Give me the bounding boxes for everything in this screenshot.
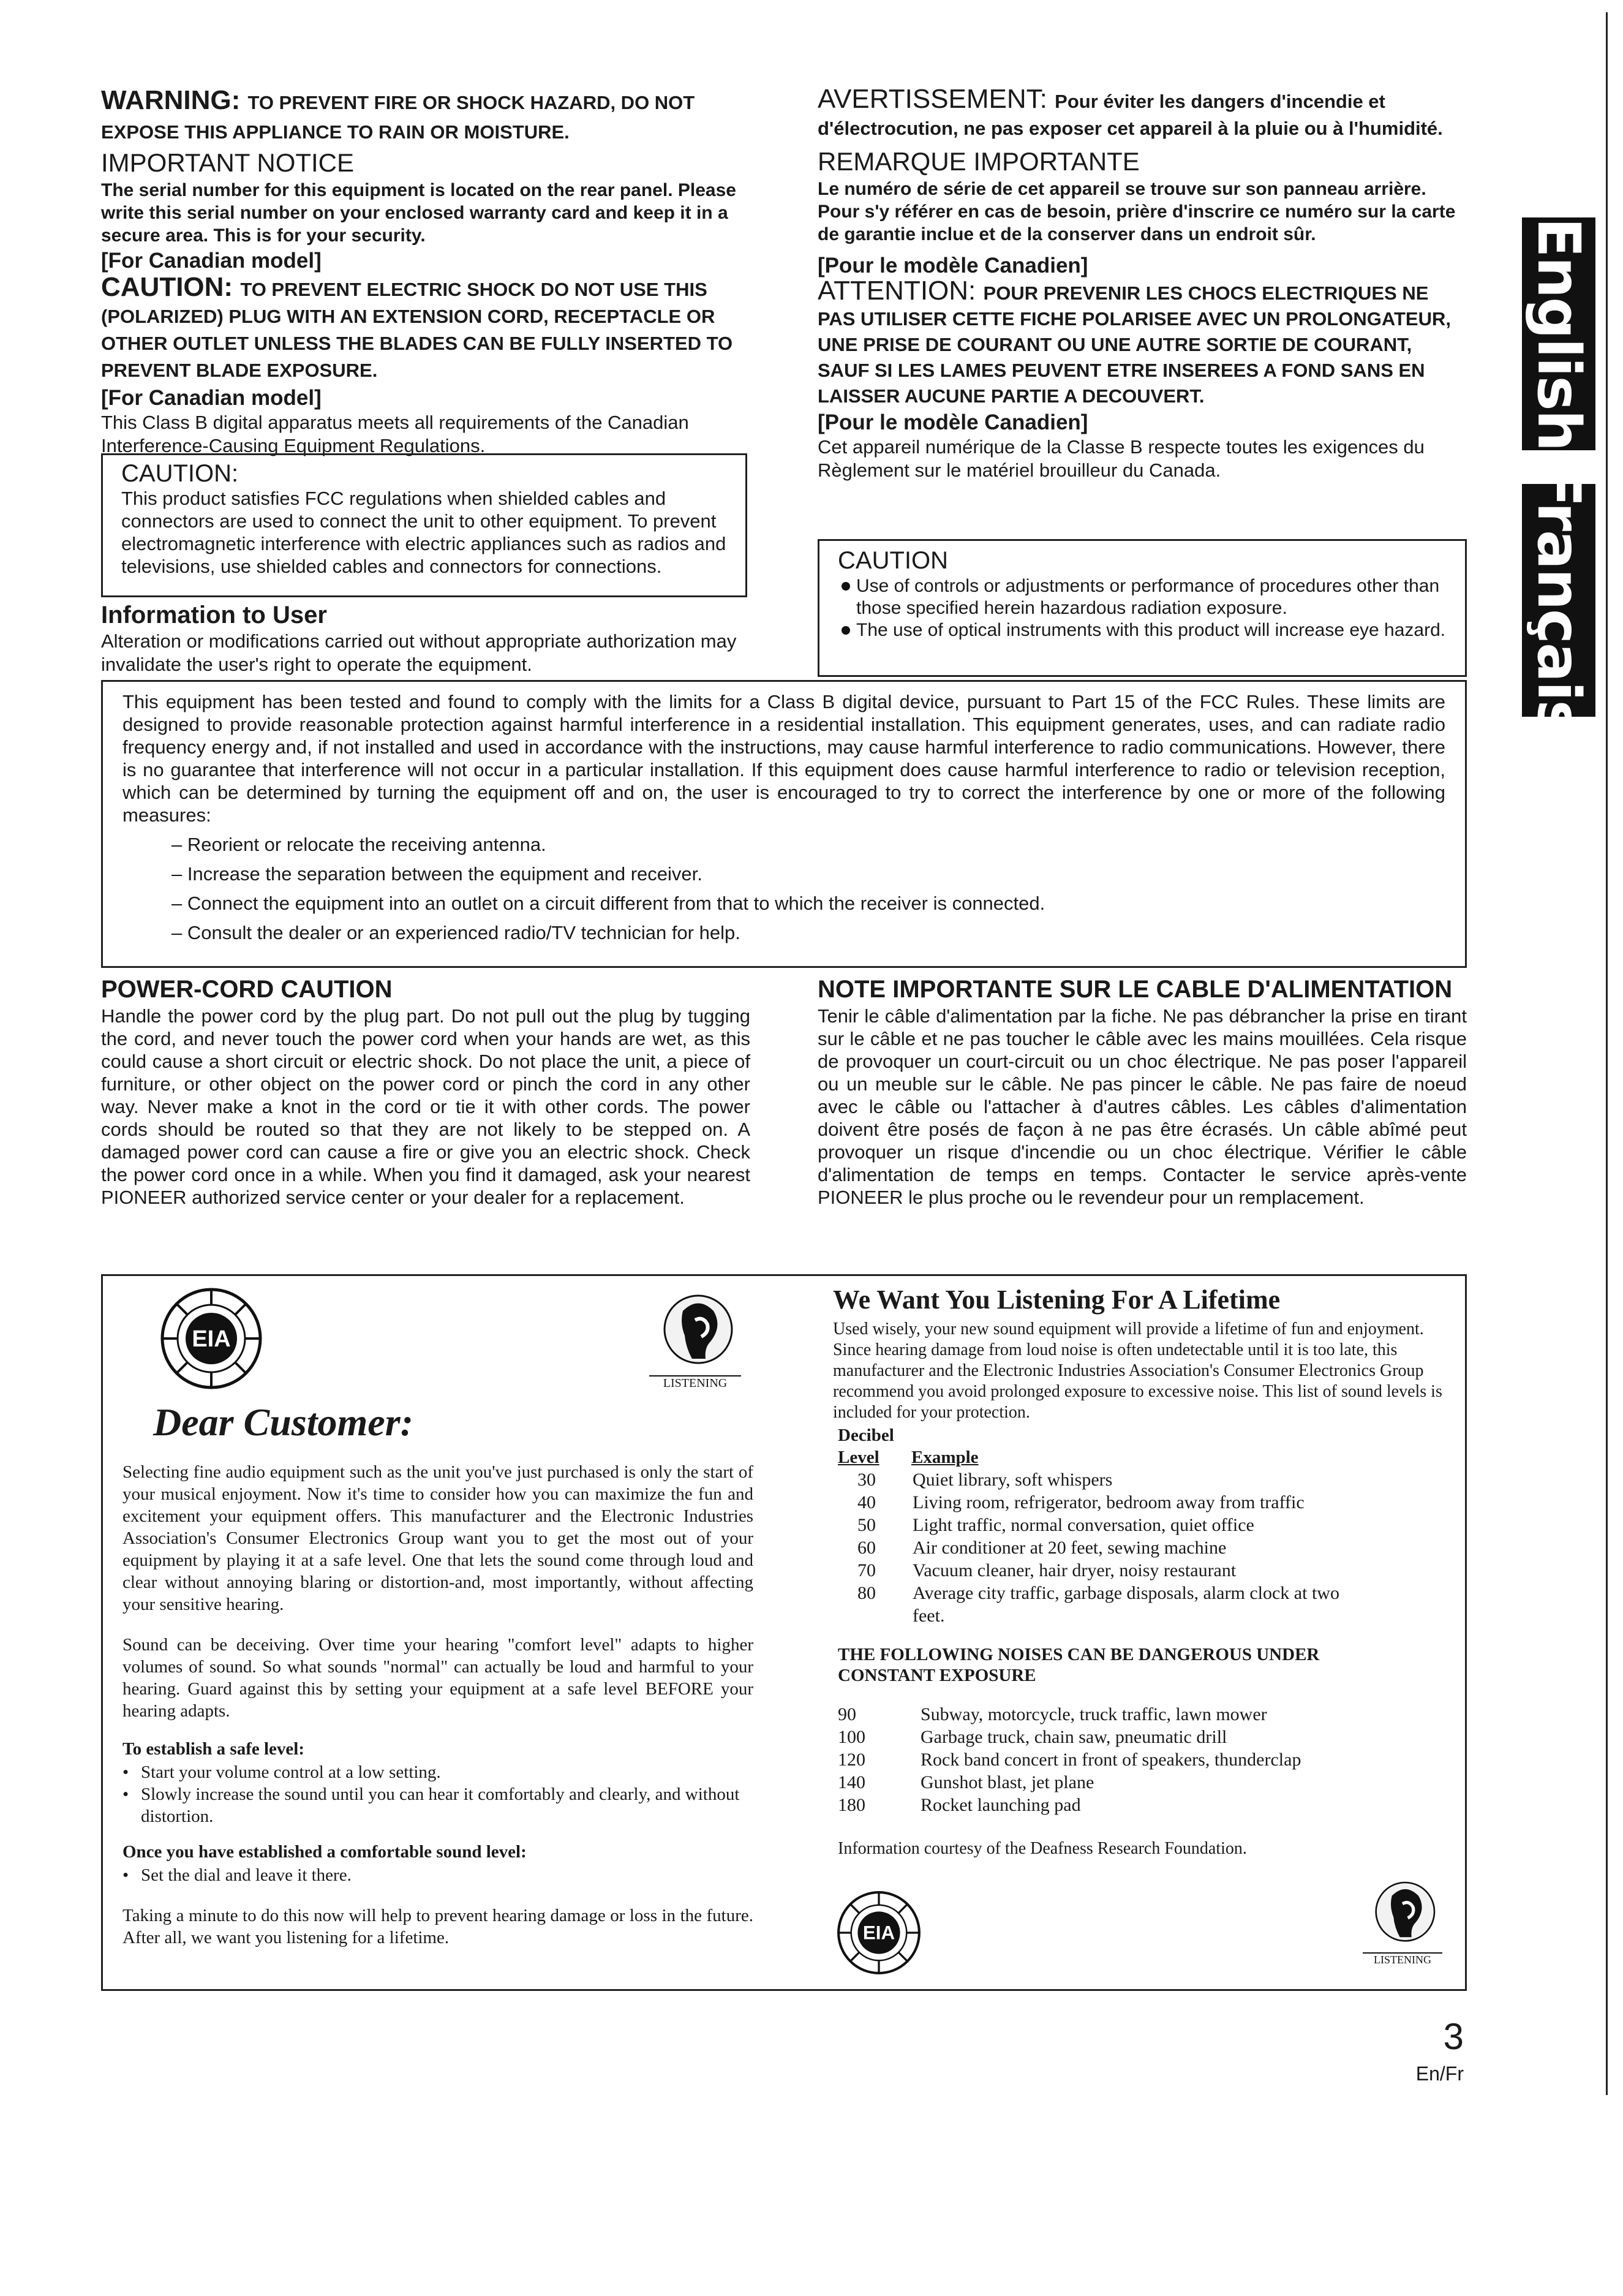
listening-logo-text: LISTENING	[649, 1375, 741, 1391]
page-number: 3	[1443, 2016, 1464, 2057]
canadian-model-label-1: [For Canadian model]	[101, 249, 322, 273]
french-top-section	[818, 86, 1467, 482]
fcc-measure-item: – Consult the dealer or an experienced radio/TV technician for help.	[171, 922, 740, 943]
sound-levels-table	[839, 1468, 1354, 1627]
fcc-measures-list	[171, 830, 1445, 948]
pour-canadien-label-1: [Pour le modèle Canadien]	[818, 254, 1088, 278]
decibel-label: Decibel	[838, 1426, 894, 1445]
info-user-text: Alteration or modifications carried out without appropriate authorization may invalidate the user's right to operate the equipment.	[101, 630, 737, 675]
dear-customer-para1: Selecting fine audio equipment such as the unit you've just purchased is only the start of your musical enjoyment. Now it's time to consider how you can maximize the fun and excitement your equipment offers. This manufacturer and the Electronic Industries Association's Consumer Electronics Group want you to get the most out of your equipment by playing it at a safe level. One that lets the sound come through loud and clear without annoying blaring or distortion-and, most importantly, without affecting your sensitive hearing.	[122, 1462, 753, 1614]
table-row: 100 Garbage truck, chain saw, pneumatic drill	[838, 1727, 1227, 1747]
dear-customer-salutation: Dear Customer:	[153, 1400, 413, 1444]
established-list: • Set the dial and leave it there.	[122, 1865, 352, 1885]
level-header: Level	[838, 1448, 879, 1467]
tab-francais-label: Français	[1524, 467, 1594, 734]
listening-logo	[649, 1286, 741, 1403]
lifetime-intro: Used wisely, your new sound equipment will provide a lifetime of fun and enjoyment. Since hearing damage from loud noise is often undetectable until it is too late, this manufacturer and the Electronic Industries Association's Consumer Electronics Group recommend you avoid prolonged exposure to excessive noise. This list of sound levels is included for your protection.	[833, 1320, 1442, 1422]
table-row: 70 Vacuum cleaner, hair dryer, noisy restaurant	[857, 1560, 1237, 1580]
safe-level-list: • Start your volume control at a low setting. • Slowly increase the sound until you can hear it comfortably and clearly, and without distortion.	[122, 1762, 740, 1826]
eia-seal-icon	[836, 1890, 922, 1976]
remarque-title: REMARQUE IMPORTANTE	[818, 147, 1140, 176]
dear-customer-para3: Taking a minute to do this now will help to prevent hearing damage or loss in the future. After all, we want you listening for a lifetime.	[122, 1906, 753, 1947]
important-notice-title: IMPORTANT NOTICE	[101, 148, 355, 177]
fcc-measure-item: – Reorient or relocate the receiving antenna.	[171, 834, 546, 855]
table-row: 90 Subway, motorcycle, truck traffic, lawn mower	[838, 1704, 1267, 1724]
eia-logo-text: EIA	[192, 1326, 231, 1352]
laser-caution-item: Use of controls or adjustments or performance of procedures other than those specified herein hazardous radiation exposure.	[838, 575, 1453, 619]
tab-francais[interactable]	[1522, 467, 1595, 734]
avertissement-label: AVERTISSEMENT:	[818, 84, 1047, 114]
laser-caution-box	[818, 539, 1467, 677]
lifetime-column	[833, 1283, 1452, 1859]
power-cord-title: POWER-CORD CAUTION	[101, 976, 393, 1003]
dear-customer-body	[122, 1461, 753, 1949]
note-cable-title: NOTE IMPORTANTE SUR LE CABLE D'ALIMENTATION	[818, 976, 1453, 1003]
warning-text: TO PREVENT FIRE OR SHOCK HAZARD, DO NOT EXPOSE THIS APPLIANCE TO RAIN OR MOISTURE.	[101, 92, 695, 143]
fcc-measure-item: – Increase the separation between the equipment and receiver.	[171, 863, 702, 885]
note-cable-section	[818, 974, 1467, 1209]
table-row: 50 Light traffic, normal conversation, quiet office	[857, 1515, 1254, 1535]
class-b-text: This Class B digital apparatus meets all requirements of the Canadian Interference-Causing Equipment Regulations.	[101, 412, 689, 456]
table-row: 30 Quiet library, soft whispers	[857, 1470, 1113, 1490]
example-header: Example	[911, 1448, 979, 1467]
lifetime-title: We Want You Listening For A Lifetime	[833, 1285, 1281, 1315]
listening-logo-small	[1363, 1875, 1442, 1982]
table-row: 80 Average city traffic, garbage disposals, alarm clock at two feet.	[857, 1583, 1339, 1626]
note-cable-text: Tenir le câble d'alimentation par la fiche. Ne pas débrancher la prise en tirant sur le câble et ne pas toucher le câble avec les mains mouillées. Cela risque de provoquer un court-circuit ou un choc électrique. Ne pas poser l'appareil ou un meuble sur le câble. Ne pas pincer le câble. Ne pas faire de noeud avec le câble ou l'attacher à d'autres câbles. Les câbles d'alimentation doivent être posés de façon à ne pas être écrasés. Un câble abîmé peut provoquer un risque d'incendie ou un choc électrique. Vérifier le câble d'alimentation de temps en temps. Contacter le service après-vente PIONEER le plus proche ou le revendeur pour un remplacement.	[818, 1005, 1467, 1208]
courtesy-text: Information courtesy of the Deafness Research Foundation.	[838, 1839, 1247, 1858]
ear-listening-icon	[649, 1286, 741, 1378]
safe-level-item: Start your volume control at a low setting.	[141, 1762, 441, 1782]
classe-b-text: Cet appareil numérique de la Classe B respecte toutes les exigences du Règlement sur le matériel brouilleur du Canada.	[818, 436, 1425, 481]
tab-english[interactable]	[1522, 217, 1595, 450]
ear-listening-icon	[1363, 1875, 1442, 1954]
fcc-caution-title: CAUTION:	[121, 460, 239, 487]
table-row: 60 Air conditioner at 20 feet, sewing machine	[857, 1538, 1227, 1558]
warning-label: WARNING:	[101, 85, 241, 115]
fcc-measure-item: – Connect the equipment into an outlet on a circuit different from that to which the receiver is connected.	[171, 893, 1045, 914]
safe-level-item: Slowly increase the sound until you can hear it comfortably and clearly, and without distortion.	[141, 1784, 740, 1826]
caution-label: CAUTION:	[101, 272, 233, 302]
table-row: 140 Gunshot blast, jet plane	[838, 1772, 1094, 1792]
information-to-user	[101, 600, 747, 676]
established-item: Set the dial and leave it there.	[141, 1865, 352, 1885]
page-binding-edge	[1606, 12, 1608, 2095]
fcc-caution-text: This product satisfies FCC regulations when shielded cables and connectors are used to connect the unit to other equipment. To prevent electromagnetic interference with electric appliances such as radios and televisions, use shielded cables and connectors for connections.	[121, 488, 726, 577]
power-cord-text: Handle the power cord by the plug part. Do not pull out the plug by tugging the cord, and never touch the power cord when your hands are wet, as this could cause a short circuit or electric shock. Do not place the unit, a piece of furniture, or other object on the power cord or pinch the cord in any other way. Never make a knot in the cord or tie it with other cords. The power cords should be routed so that they are not likely to be stepped on. A damaged power cord can cause a fire or give you an electric shock. Check the power cord once in a while. When you find it damaged, ask your nearest PIONEER authorized service center or your dealer for a replacement.	[101, 1005, 750, 1208]
table-row: 120 Rock band concert in front of speakers, thunderclap	[838, 1750, 1301, 1770]
fcc-part15-text: This equipment has been tested and found to comply with the limits for a Class B digital device, pursuant to Part 15 of the FCC Rules. These limits are designed to provide reasonable protection against harmful interference in a residential installation. This equipment generates, uses, and can radiate radio frequency energy and, if not installed and used in accordance with the instructions, may cause harmful interference to radio communications. However, there is no guarantee that interference will not occur in a particular installation. If this equipment does cause harmful interference to radio or television reception, which can be determined by turning the equipment off and on, the user is encouraged to try to correct the interference by one or more of the following measures:	[122, 691, 1445, 826]
laser-caution-title: CAUTION	[838, 547, 948, 574]
dear-customer-para2: Sound can be deceiving. Over time your hearing "comfort level" adapts to higher volumes of sound. So what sounds "normal" can actually be loud and harmful to your hearing. Guard against this by setting your equipment at a safe level BEFORE your hearing adapts.	[122, 1635, 753, 1721]
pour-canadien-label-2: [Pour le modèle Canadien]	[818, 410, 1088, 434]
attention-label: ATTENTION:	[818, 276, 976, 306]
eia-logo-small	[836, 1890, 922, 1976]
table-row: 40 Living room, refrigerator, bedroom away from traffic	[857, 1492, 1305, 1512]
tab-english-label: English	[1524, 217, 1593, 450]
danger-title: THE FOLLOWING NOISES CAN BE DANGEROUS UNDER CONSTANT EXPOSURE	[838, 1645, 1320, 1685]
fcc-part15-box	[101, 680, 1467, 968]
eia-logo-text: EIA	[862, 1922, 895, 1944]
language-code: En/Fr	[1415, 2063, 1464, 2085]
listening-logo-text: LISTENING	[1363, 1952, 1442, 1966]
info-user-title: Information to User	[101, 602, 327, 629]
laser-caution-list	[838, 575, 1453, 641]
power-cord-caution	[101, 974, 750, 1209]
safe-level-title: To establish a safe level:	[122, 1739, 304, 1759]
laser-caution-item: The use of optical instruments with this product will increase eye hazard.	[838, 619, 1453, 641]
eia-logo	[159, 1286, 263, 1391]
important-notice-text: The serial number for this equipment is located on the rear panel. Please write this serial number on your enclosed warranty card and keep it in a secure area. This is for your security.	[101, 180, 736, 246]
table-row: 180 Rocket launching pad	[838, 1795, 1081, 1815]
eia-seal-icon	[159, 1286, 263, 1391]
caution-text: TO PREVENT ELECTRIC SHOCK DO NOT USE THIS (POLARIZED) PLUG WITH AN EXTENSION CORD, RECEPTACLE OR OTHER OUTLET UNLESS THE BLADES CAN BE FULLY INSERTED TO PREVENT BLADE EXPOSURE.	[101, 279, 733, 381]
danger-levels-table	[838, 1703, 1301, 1816]
avertissement-text: Pour éviter les dangers d'incendie et d'électrocution, ne pas exposer cet appareil à la pluie ou à l'humidité.	[818, 91, 1443, 139]
fcc-caution-box	[101, 453, 747, 597]
remarque-text: Le numéro de série de cet appareil se trouve sur son panneau arrière. Pour s'y référer en cas de besoin, prière d'inscrire ce numéro sur la carte de garantie inclue et de la conserver dans un endroit sûr.	[818, 179, 1456, 244]
established-title: Once you have established a comfortable sound level:	[122, 1842, 527, 1862]
attention-text: POUR PREVENIR LES CHOCS ELECTRIQUES NE PAS UTILISER CETTE FICHE POLARISEE AVEC UN PROLONGATEUR, UNE PRISE DE COURANT OU UNE AUTRE SORTIE DE COURANT, SAUF SI LES LAMES PEUVENT ETRE INSEREES A FOND SANS EN LAISSER AUCUNE PARTIE A DECOUVERT.	[818, 282, 1451, 407]
english-top-section	[101, 86, 747, 458]
canadian-model-label-2: [For Canadian model]	[101, 386, 322, 410]
